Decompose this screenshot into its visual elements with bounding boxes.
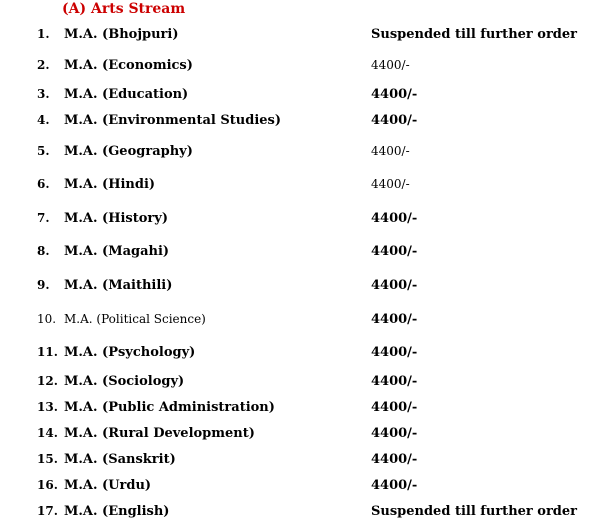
course-name: M.A. (Sociology) xyxy=(64,374,185,389)
section-heading: (A) Arts Stream xyxy=(62,1,186,17)
row-number: 2. xyxy=(37,58,50,72)
fee-value: 4400/- xyxy=(371,244,418,259)
table-row xyxy=(0,211,614,229)
row-number: 12. xyxy=(37,374,58,388)
row-number: 9. xyxy=(37,278,50,292)
row-number: 7. xyxy=(37,211,50,225)
fee-value: 4400/- xyxy=(371,312,418,327)
table-row xyxy=(0,278,614,296)
table-row xyxy=(0,113,614,131)
row-number: 8. xyxy=(37,244,50,258)
fee-value: 4400/- xyxy=(371,144,410,158)
fee-value: 4400/- xyxy=(371,426,418,441)
course-name: M.A. (Environmental Studies) xyxy=(64,113,282,128)
row-number: 13. xyxy=(37,400,58,414)
fee-value: Suspended till further order xyxy=(371,27,578,42)
table-row xyxy=(0,452,614,470)
row-number: 10. xyxy=(37,312,57,326)
fee-value: 4400/- xyxy=(371,278,418,293)
fee-value: 4400/- xyxy=(371,211,418,226)
table-row xyxy=(0,312,614,330)
course-name: M.A. (Geography) xyxy=(64,144,193,159)
table-row xyxy=(0,244,614,262)
row-number: 16. xyxy=(37,478,58,492)
row-number: 4. xyxy=(37,113,50,127)
table-row xyxy=(0,400,614,418)
fee-value: 4400/- xyxy=(371,374,418,389)
table-row xyxy=(0,87,614,105)
fee-value: 4400/- xyxy=(371,58,410,72)
course-name: M.A. (Bhojpuri) xyxy=(64,27,179,42)
row-number: 6. xyxy=(37,177,50,191)
fee-value: 4400/- xyxy=(371,87,418,102)
table-row xyxy=(0,144,614,162)
course-name: M.A. (Economics) xyxy=(64,58,193,73)
table-row xyxy=(0,58,614,76)
fee-value: 4400/- xyxy=(371,345,418,360)
row-number: 17. xyxy=(37,504,58,518)
course-name: M.A. (Sanskrit) xyxy=(64,452,176,467)
course-name: M.A. (Public Administration) xyxy=(64,400,275,415)
course-name: M.A. (English) xyxy=(64,504,170,519)
course-name: M.A. (Hindi) xyxy=(64,177,156,192)
course-name: M.A. (Psychology) xyxy=(64,345,196,360)
table-row xyxy=(0,504,614,522)
row-number: 15. xyxy=(37,452,58,466)
row-number: 3. xyxy=(37,87,50,101)
fee-value: Suspended till further order xyxy=(371,504,578,519)
course-name: M.A. (Urdu) xyxy=(64,478,152,493)
fee-value: 4400/- xyxy=(371,478,418,493)
table-row xyxy=(0,374,614,392)
course-name: M.A. (Rural Development) xyxy=(64,426,255,441)
fee-value: 4400/- xyxy=(371,113,418,128)
course-name: M.A. (History) xyxy=(64,211,168,226)
course-name: M.A. (Education) xyxy=(64,87,189,102)
course-name: M.A. (Maithili) xyxy=(64,278,173,293)
row-number: 11. xyxy=(37,345,58,359)
fee-value: 4400/- xyxy=(371,400,418,415)
row-number: 14. xyxy=(37,426,58,440)
table-row xyxy=(0,177,614,195)
table-row xyxy=(0,426,614,444)
table-row xyxy=(0,478,614,496)
row-number: 1. xyxy=(37,27,50,41)
row-number: 5. xyxy=(37,144,50,158)
course-name: M.A. (Political Science) xyxy=(64,312,206,326)
fee-value: 4400/- xyxy=(371,177,410,191)
course-name: M.A. (Magahi) xyxy=(64,244,170,259)
fee-value: 4400/- xyxy=(371,452,418,467)
table-row xyxy=(0,345,614,363)
table-row xyxy=(0,27,614,45)
